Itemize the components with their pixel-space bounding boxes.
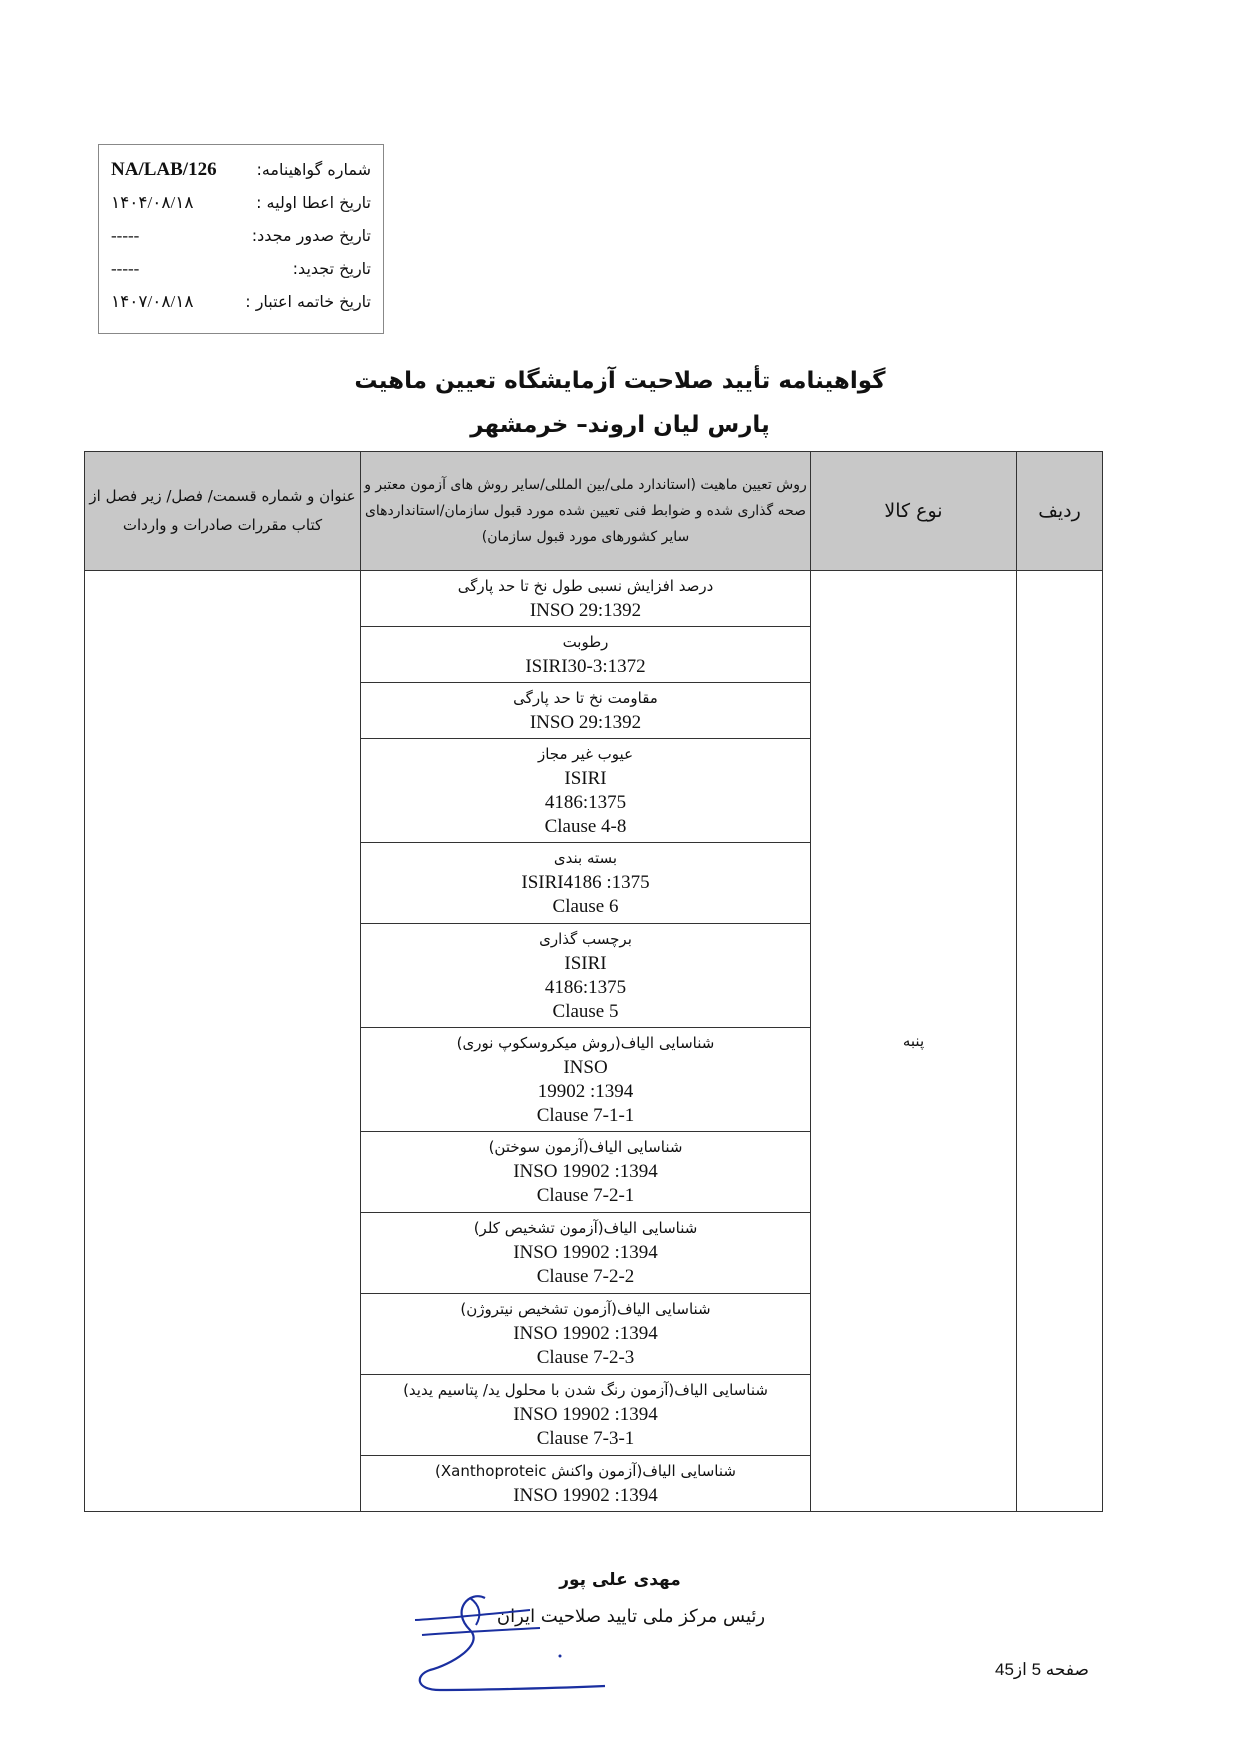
table-header-row [85,452,1103,571]
laboratory-name: پارس لیان اروند– خرمشهر [470,412,770,438]
method-cell [361,1028,811,1132]
method-cell [361,627,811,683]
method-cell [361,1132,811,1213]
method-name: شناسایی الیاف(آزمون سوختن) [488,1138,683,1156]
certificate-number-row [111,153,371,186]
method-standard-line: INSO 19902 :1394 [513,1485,658,1506]
header-method: روش تعیین ماهیت (استاندارد ملی/بین المللی/سایر روش های آزمون معتبر و صحه گذاری شده و ضوابط فنی تعیین شده مورد قبول سازمان/استانداردهای سایر کشورهای مورد قبول سازمان) [361,452,811,571]
method-name: برچسب گذاری [539,930,632,948]
method-standard-line: INSO [563,1057,608,1078]
method-standard-line: Clause 7-2-3 [536,1347,635,1368]
method-standard-line: 4186:1375 [544,792,627,813]
method-name: شناسایی الیاف(آزمون واکنش Xanthoproteic) [435,1462,736,1480]
certificate-info-box [98,144,384,334]
initial-issue-label: تاریخ اعطا اولیه : [256,193,371,212]
radif-cell [1017,571,1103,1512]
method-cell [361,1294,811,1375]
expiry-row [111,285,371,318]
method-name: درصد افزایش نسبی طول نخ تا حد پارگی [457,577,714,595]
header-regulation-title: عنوان و شماره قسمت/ فصل/ زیر فصل از کتاب مقررات صادرات و واردات [85,452,361,571]
method-cell [361,843,811,924]
method-standard-line: Clause 7-3-1 [536,1428,635,1449]
certificate-number-value: NA/LAB/126 [111,158,217,180]
method-name: بسته بندی [553,849,618,867]
method-standard-line: INSO 19902 :1394 [513,1404,658,1425]
reissue-value: ----- [111,225,140,245]
document-title: گواهینامه تأیید صلاحیت آزمایشگاه تعیین ماهیت [354,368,886,394]
method-name: شناسایی الیاف(آزمون رنگ شدن با محلول ید/ پتاسیم یدید) [403,1381,768,1399]
renewal-value: ----- [111,258,140,278]
header-radif: ردیف [1017,452,1103,571]
initial-issue-value: ۱۴۰۴/۰۸/۱۸ [111,192,194,212]
table-row [85,571,1103,627]
method-standard-line: ISIRI [564,768,607,789]
method-cell [361,683,811,739]
method-standard-line: 4186:1375 [544,977,627,998]
method-cell [361,571,811,627]
renewal-row [111,252,371,285]
method-standard-line: ISIRI [564,953,607,974]
method-name: شناسایی الیاف(آزمون تشخیص نیتروژن) [460,1300,711,1318]
method-name: رطوبت [562,633,609,651]
method-cell [361,924,811,1028]
method-standard-line: Clause 4-8 [544,816,627,837]
method-standard-line: Clause 5 [552,1001,619,1022]
method-name: شناسایی الیاف(روش میکروسکوپ نوری) [456,1034,715,1052]
method-standard-line: INSO 19902 :1394 [513,1242,658,1263]
handwritten-signature [410,1590,640,1700]
method-cell [361,1456,811,1512]
signatory-name: مهدی علی پور [559,1570,681,1590]
method-cell [361,1375,811,1456]
method-standard-line: INSO 19902 :1394 [513,1161,658,1182]
scope-table [84,451,1103,1512]
header-kala: نوع کالا [811,452,1017,571]
method-name: عیوب غیر مجاز [537,745,634,763]
page-number: صفحه 5 از45 [995,1660,1089,1679]
method-name: شناسایی الیاف(آزمون تشخیص کلر) [473,1219,698,1237]
kala-cell: پنبه [811,571,1017,1512]
method-standard-line: Clause 7-1-1 [536,1105,635,1126]
method-standard-line: ISIRI30-3:1372 [525,656,646,677]
expiry-label: تاریخ خاتمه اعتبار : [245,292,371,311]
method-name: مقاومت نخ تا حد پارگی [513,689,658,707]
initial-issue-row [111,186,371,219]
method-standard-line: Clause 7-2-2 [536,1266,635,1287]
renewal-label: تاریخ تجدید: [292,259,371,278]
expiry-value: ۱۴۰۷/۰۸/۱۸ [111,291,194,311]
reissue-row [111,219,371,252]
certificate-number-label: شماره گواهینامه: [256,160,371,179]
regulation-title-cell [85,571,361,1512]
method-standard-line: Clause 7-2-1 [536,1185,635,1206]
method-standard-line: INSO 29:1392 [529,600,642,621]
method-cell [361,739,811,843]
method-standard-line: ISIRI4186 :1375 [521,872,650,893]
method-standard-line: INSO 29:1392 [529,712,642,733]
method-standard-line: INSO 19902 :1394 [513,1323,658,1344]
signatory-role: رئیس مرکز ملی تایید صلاحیت ایران [496,1606,766,1627]
table-body [85,571,1103,1512]
method-standard-line: Clause 6 [552,896,619,917]
method-cell [361,1213,811,1294]
reissue-label: تاریخ صدور مجدد: [251,226,371,245]
method-standard-line: 19902 :1394 [537,1081,634,1102]
